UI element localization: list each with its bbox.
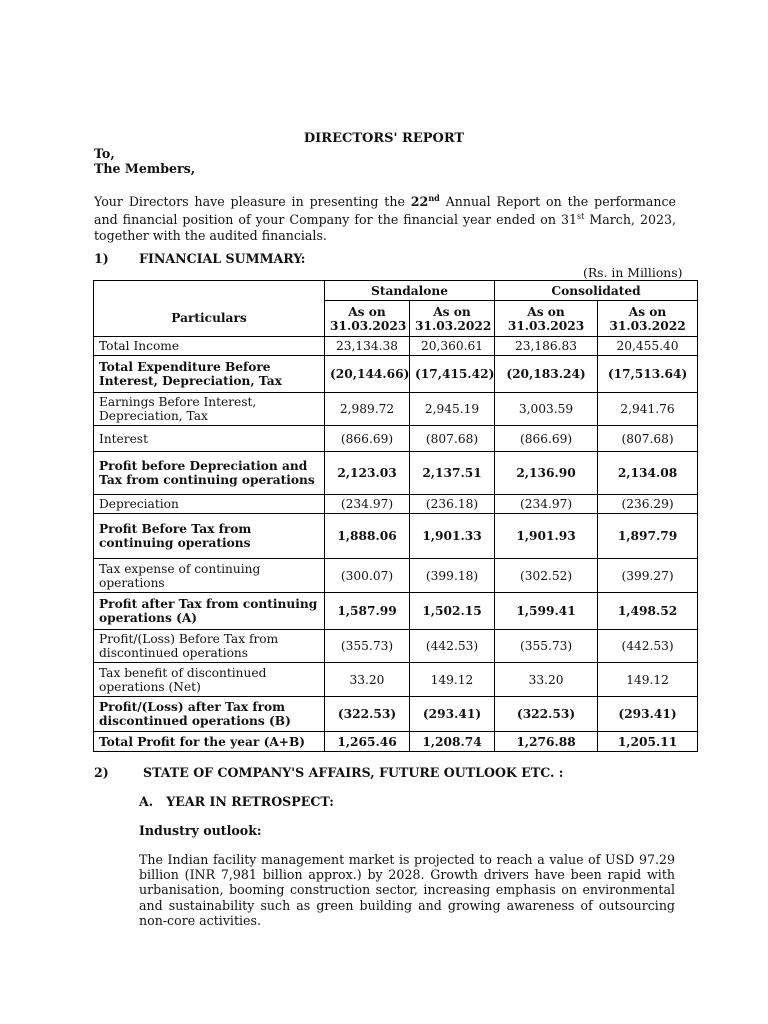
cell-value: (234.97) <box>325 495 410 514</box>
cell-value: 1,498.52 <box>598 593 698 630</box>
row-label: Profit/(Loss) after Tax from discontinued operations (B) <box>94 697 325 732</box>
cell-value: 20,455.40 <box>598 337 698 356</box>
cell-value: 2,136.90 <box>495 452 598 495</box>
subsection-a-title: A. YEAR IN RETROSPECT: <box>139 794 334 809</box>
cell-value: (17,513.64) <box>598 356 698 393</box>
table-row <box>94 732 698 752</box>
cell-value: (355.73) <box>325 630 410 663</box>
section-1-title: FINANCIAL SUMMARY: <box>139 251 306 266</box>
cell-value: 149.12 <box>410 663 495 697</box>
cell-value: 2,137.51 <box>410 452 495 495</box>
column-header: As on 31.03.2023 <box>325 301 410 337</box>
group-consolidated: Consolidated <box>495 281 698 301</box>
cell-value: (293.41) <box>598 697 698 732</box>
industry-outlook-heading: Industry outlook: <box>139 823 262 838</box>
cell-value: 33.20 <box>325 663 410 697</box>
cell-value: (355.73) <box>495 630 598 663</box>
cell-value: 1,587.99 <box>325 593 410 630</box>
cell-value: (234.97) <box>495 495 598 514</box>
table-row <box>94 495 698 514</box>
row-label: Profit/(Loss) Before Tax from discontinued operations <box>94 630 325 663</box>
ordinal-number: 22nd <box>410 193 440 210</box>
row-label: Total Profit for the year (A+B) <box>94 732 325 752</box>
row-label: Profit after Tax from continuing operations (A) <box>94 593 325 630</box>
cell-value: 1,901.93 <box>495 514 598 559</box>
cell-value: (442.53) <box>410 630 495 663</box>
cell-value: (866.69) <box>325 426 410 452</box>
section-2-title: STATE OF COMPANY'S AFFAIRS, FUTURE OUTLOOK ETC. : <box>143 765 564 780</box>
row-label: Tax benefit of discontinued operations (Net) <box>94 663 325 697</box>
report-title: DIRECTORS' REPORT <box>303 131 465 146</box>
cell-value: (17,415.42) <box>410 356 495 393</box>
intro-text-1: Your Directors have pleasure in presenting the <box>94 194 411 210</box>
row-label: Total Income <box>94 337 325 356</box>
cell-value: (20,144.66) <box>325 356 410 393</box>
cell-value: 33.20 <box>495 663 598 697</box>
section-1-number: 1) <box>94 251 109 266</box>
table-row <box>94 356 698 393</box>
cell-value: 1,208.74 <box>410 732 495 752</box>
table-row <box>94 393 698 426</box>
cell-value: 2,989.72 <box>325 393 410 426</box>
cell-value: (866.69) <box>495 426 598 452</box>
table-row <box>94 559 698 593</box>
cell-value: (300.07) <box>325 559 410 593</box>
cell-value: 1,276.88 <box>495 732 598 752</box>
table-column-header-row <box>94 301 698 337</box>
row-label: Total Expenditure Before Interest, Depreciation, Tax <box>94 356 325 393</box>
industry-outlook-paragraph: The Indian facility management market is projected to reach a value of USD 97.29 billion (INR 7,981 billion approx.) by 2028. Growth drivers have been rapid with urbanisation, booming construction sector, increasing emphasis on environmental and sustainability such as green building and growing awareness of outsourcing non-core activities. <box>139 852 675 928</box>
cell-value: 1,599.41 <box>495 593 598 630</box>
cell-value: (807.68) <box>598 426 698 452</box>
cell-value: (322.53) <box>325 697 410 732</box>
intro-paragraph <box>94 191 676 243</box>
table-group-header-row <box>94 281 698 301</box>
salutation-to: To, <box>94 146 115 161</box>
cell-value: 23,134.38 <box>325 337 410 356</box>
cell-value: (807.68) <box>410 426 495 452</box>
column-header: As on 31.03.2023 <box>495 301 598 337</box>
cell-value: 2,941.76 <box>598 393 698 426</box>
salutation <box>94 146 195 176</box>
cell-value: (322.53) <box>495 697 598 732</box>
salutation-members: The Members, <box>94 161 196 176</box>
cell-value: 1,901.33 <box>410 514 495 559</box>
row-label: Profit before Depreciation and Tax from continuing operations <box>94 452 325 495</box>
cell-value: 1,205.11 <box>598 732 698 752</box>
cell-value: (442.53) <box>598 630 698 663</box>
row-label: Tax expense of continuing operations <box>94 559 325 593</box>
table-row <box>94 663 698 697</box>
cell-value: (399.18) <box>410 559 495 593</box>
cell-value: (302.52) <box>495 559 598 593</box>
cell-value: (236.29) <box>598 495 698 514</box>
cell-value: 1,265.46 <box>325 732 410 752</box>
cell-value: 1,897.79 <box>598 514 698 559</box>
table-row <box>94 452 698 495</box>
particulars-header: Particulars <box>94 301 325 337</box>
row-label: Depreciation <box>94 495 325 514</box>
cell-value: (293.41) <box>410 697 495 732</box>
cell-value: 1,502.15 <box>410 593 495 630</box>
cell-value: 23,186.83 <box>495 337 598 356</box>
table-row <box>94 697 698 732</box>
units-note: (Rs. in Millions) <box>583 265 683 280</box>
row-label: Earnings Before Interest, Depreciation, Tax <box>94 393 325 426</box>
table-row <box>94 514 698 559</box>
cell-value: (236.18) <box>410 495 495 514</box>
cell-value: 2,123.03 <box>325 452 410 495</box>
table-row <box>94 630 698 663</box>
row-label: Interest <box>94 426 325 452</box>
cell-value: (20,183.24) <box>495 356 598 393</box>
cell-value: 2,945.19 <box>410 393 495 426</box>
cell-value: 20,360.61 <box>410 337 495 356</box>
cell-value: 1,888.06 <box>325 514 410 559</box>
column-header: As on 31.03.2022 <box>410 301 495 337</box>
table-row <box>94 426 698 452</box>
section-2-number: 2) <box>94 765 109 780</box>
row-label: Profit Before Tax from continuing operations <box>94 514 325 559</box>
cell-value: 149.12 <box>598 663 698 697</box>
day-superscript: st <box>577 212 585 222</box>
table-row <box>94 337 698 356</box>
table-row <box>94 593 698 630</box>
cell-value: (399.27) <box>598 559 698 593</box>
column-header: As on 31.03.2022 <box>598 301 698 337</box>
intro-text-3: March, 2023, together with the audited financials. <box>94 212 676 243</box>
financial-summary-table <box>93 280 698 752</box>
cell-value: 3,003.59 <box>495 393 598 426</box>
cell-value: 2,134.08 <box>598 452 698 495</box>
group-standalone: Standalone <box>325 281 495 301</box>
intro-text-2: Annual Report on the performance and financial position of your Company for the financial year ended on 31 <box>94 194 676 228</box>
